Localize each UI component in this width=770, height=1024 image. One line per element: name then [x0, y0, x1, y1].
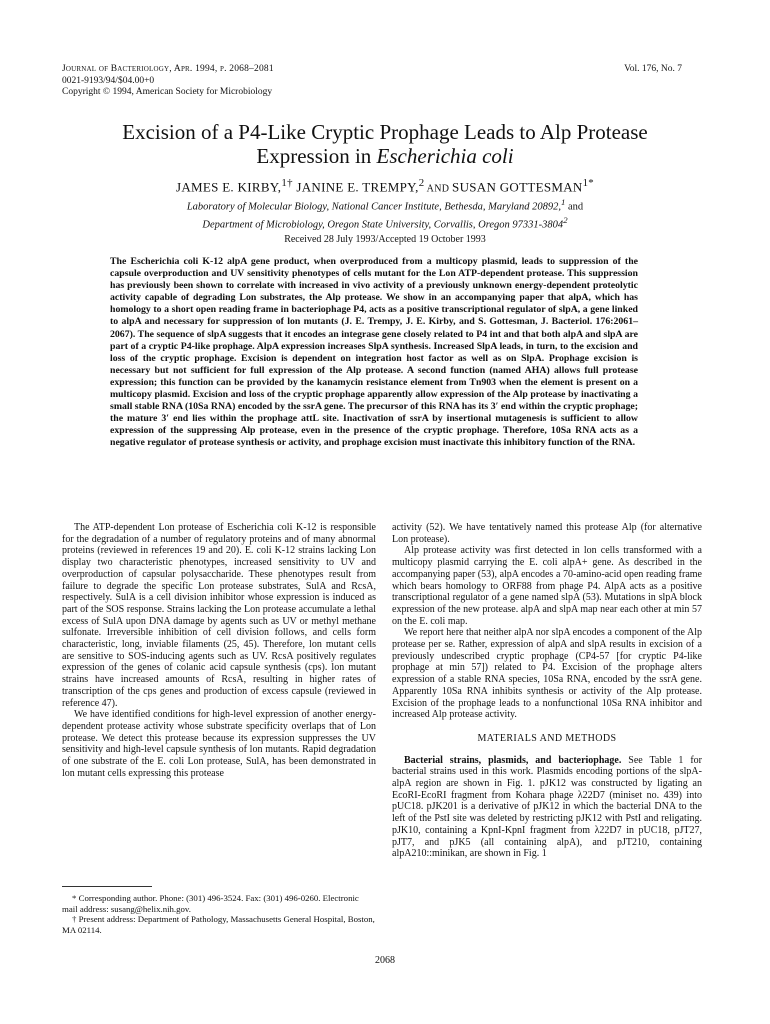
title-line-2-text: Expression in [256, 144, 377, 168]
title-organism: Escherichia coli [376, 144, 514, 168]
run-in-heading: Bacterial strains, plasmids, and bacteriophage. [404, 754, 622, 766]
copyright-line: Copyright © 1994, American Society for Microbiology [62, 87, 273, 97]
abstract-text: The Escherichia coli K-12 alpA gene product, when overproduced from a multicopy plasmid, leads to suppression of the capsule overproduction and UV sensitivity phenotypes of cells mutant for the Lon ATP-dependent protease. This suppression has previously been shown to correlate with increased in vivo activity of a previously unknown energy-dependent proteolytic activity capable of degrading Lon substrates, the Alp protease. We show in an accompanying paper that alpA, which has homology to a short open reading frame in bacteriophage P4, acts as a positive transcriptional regulator of slpA, a gene linked to alpA and necessary for suppression of lon mutants (J. E. Trempy, J. E. Kirby, and S. Gottesman, J. Bacteriol. 176:2061–2067). The sequence of slpA suggests that it encodes an integrase gene closely related to P4 int and that both alpA and slpA are part of a cryptic P4-like prophage. AlpA expression increases SlpA synthesis. Increased SlpA leads, in turn, to the excision and loss of the cryptic prophage. Excision is dependent on integration host factor as well as on SlpA. Prophage excision is necessary but not sufficient for full expression of the Alp protease. A second function (named AHA) allows full protease expression; this function can be provided by the kanamycin resistance element from Tn903 when the element is present on a multicopy plasmid. Excision and loss of the cryptic prophage apparently allow expression of the Alp protease by inactivating a small stable RNA (10Sa RNA) encoded by the ssrA gene. The precursor of this RNA has its 3′ end within the cryptic prophage; the mature 3′ end lies within the prophage attL site. Inactivation of ssrA by insertional mutagenesis is sufficient to allow expression of the suppressing Alp protease, even in the presence of the cryptic prophage. Therefore, 10Sa RNA acts as a negative regulator of protease synthesis or activity, and prophage excision must inactivate this inhibitory function of the RNA. [110, 256, 638, 449]
abstract [110, 256, 638, 450]
title-line-2 [40, 144, 730, 168]
author-3-mark: 1* [582, 177, 595, 189]
author-list [40, 177, 730, 195]
issn-line: 0021-9193/94/$04.00+0 [62, 75, 155, 86]
affiliation-2 [110, 214, 660, 232]
author-2-mark: 2 [418, 177, 425, 189]
affiliation-1 [110, 196, 660, 214]
affiliations [110, 196, 660, 231]
author-3: SUSAN GOTTESMAN [452, 179, 583, 195]
title-line-1: Excision of a P4-Like Cryptic Prophage Leads to Alp Protease [122, 120, 648, 144]
footnote-divider [62, 886, 152, 887]
article-title [40, 120, 730, 168]
running-header [62, 64, 274, 99]
volume-number: Vol. 176, No. 7 [624, 64, 682, 74]
right-paragraph-2: Alp protease activity was first detected in lon cells transformed with a multicopy plasmid carrying the E. coli alpA+ gene. As described in the accompanying paper (53), alpA encodes a 70-amino-acid open reading frame which bears homology to ORF88 from phage P4. AlpA acts as a positive transcriptional regulator of a gene named slpA (53). Mutations in slpA block expression of the new protease. alpA and slpA map near each other at min 57 on the E. coli map. [392, 545, 702, 627]
right-paragraph-1: activity (52). We have tentatively named this protease Alp (for alternative Lon protease). [392, 522, 702, 545]
author-1-mark: 1† [281, 177, 293, 189]
affiliation-1-mark: 1 [561, 197, 566, 207]
affiliation-1-text: Laboratory of Molecular Biology, National Cancer Institute, Bethesda, Maryland 20892, [186, 201, 561, 213]
page-number: 2068 [375, 955, 395, 966]
received-dates: Received 28 July 1993/Accepted 19 October 1993 [284, 234, 486, 245]
left-paragraph-1: The ATP-dependent Lon protease of Escherichia coli K-12 is responsible for the degradation of a number of regulatory proteins and of many abnormal proteins (reviewed in references 19 and 20). E. coli K-12 strains lacking Lon display two characteristic phenotypes, increased sensitivity to UV and overproduction of capsular polysaccharide. These phenotypes result from failure to degrade the specific Lon protease substrates, SulA and RcsA, respectively. SulA is a cell division inhibitor whose expression is induced as part of the SOS response. Strains lacking the Lon protease accumulate a lethal excess of SulA upon DNA damage by agents such as UV or methyl methane sulfonate. Irreversible inhibition of cell division follows, and cells form characteristic, long, inviable filaments (25, 45). Therefore, lon mutant cells are sensitive to SOS-inducing agents such as UV. RcsA positively regulates expression of the genes of colanic acid capsule synthesis (cps). lon mutant strains have increased amounts of RcsA, resulting in higher rates of transcription of the cps genes and production of excess capsule (reviewed in reference 47). [62, 522, 376, 709]
journal-line: Journal of Bacteriology, Apr. 1994, p. 2068–2081 [62, 64, 274, 74]
right-paragraph-4-text: See Table 1 for bacterial strains used in this work. Plasmids encoding portions of the slpA-alpA region are shown in Fig. 1. pJK12 was constructed by ligating an EcoRI-EcoRI fragment from Kohara phage λ22D7 (miniset no. 439) into pUC18. pJK201 is a derivative of pJK12 in which the bacterial DNA to the left of the PstI site was deleted by restricting pJK12 with PstI and religating. pJK10, containing a KpnI-KpnI fragment from λ22D7 in pUC18, pJT27, pJT7, and pJK5 (all containing alpA), and pJT210, containing alpA210::minikan, are shown in Fig. 1 [392, 754, 702, 860]
footnote-present-address: † Present address: Department of Pathology, Massachusetts General Hospital, Boston, MA 02114. [62, 914, 375, 935]
left-paragraph-2: We have identified conditions for high-level expression of another energy-dependent protease activity whose substrate specificity overlaps that of Lon protease. We detect this protease because its expression suppresses the UV sensitivity and high-level capsule synthesis of lon mutants. Rapid degradation of one substrate of the E. coli Lon protease, SulA, has been demonstrated in lon mutant cells expressing this protease [62, 709, 376, 779]
author-and: AND [424, 183, 453, 195]
section-heading: MATERIALS AND METHODS [477, 732, 617, 744]
right-column [392, 522, 702, 860]
author-1: JAMES E. KIRBY, [175, 179, 282, 195]
footnotes [62, 893, 376, 935]
right-paragraph-3: We report here that neither alpA nor slpA encodes a component of the Alp protease per se. Rather, expression of alpA and slpA results in excision of a previously undescribed cryptic prophage (CP4-57 [for cryptic P4-like prophage at min 57]) related to P4. Excision of the prophage alters expression of a stable RNA species, 10Sa RNA, encoded by the ssrA gene. Apparently 10Sa RNA inhibits synthesis or activity of the Alp protease. Excision of the prophage leads to a nonfunctional 10Sa RNA inhibitor and increased Alp protease activity. [392, 627, 702, 721]
affiliation-and: and [565, 201, 584, 213]
affiliation-2-text: Department of Microbiology, Oregon State University, Corvallis, Oregon 97331-3804 [202, 219, 564, 230]
affiliation-2-mark: 2 [563, 214, 568, 225]
right-paragraph-4 [392, 755, 702, 860]
author-2: JANINE E. TREMPY, [292, 179, 419, 195]
footnote-corresponding: * Corresponding author. Phone: (301) 496-3524. Fax: (301) 496-0260. Electronic mail address: susang@helix.nih.gov. [62, 893, 359, 914]
left-column [62, 522, 376, 779]
